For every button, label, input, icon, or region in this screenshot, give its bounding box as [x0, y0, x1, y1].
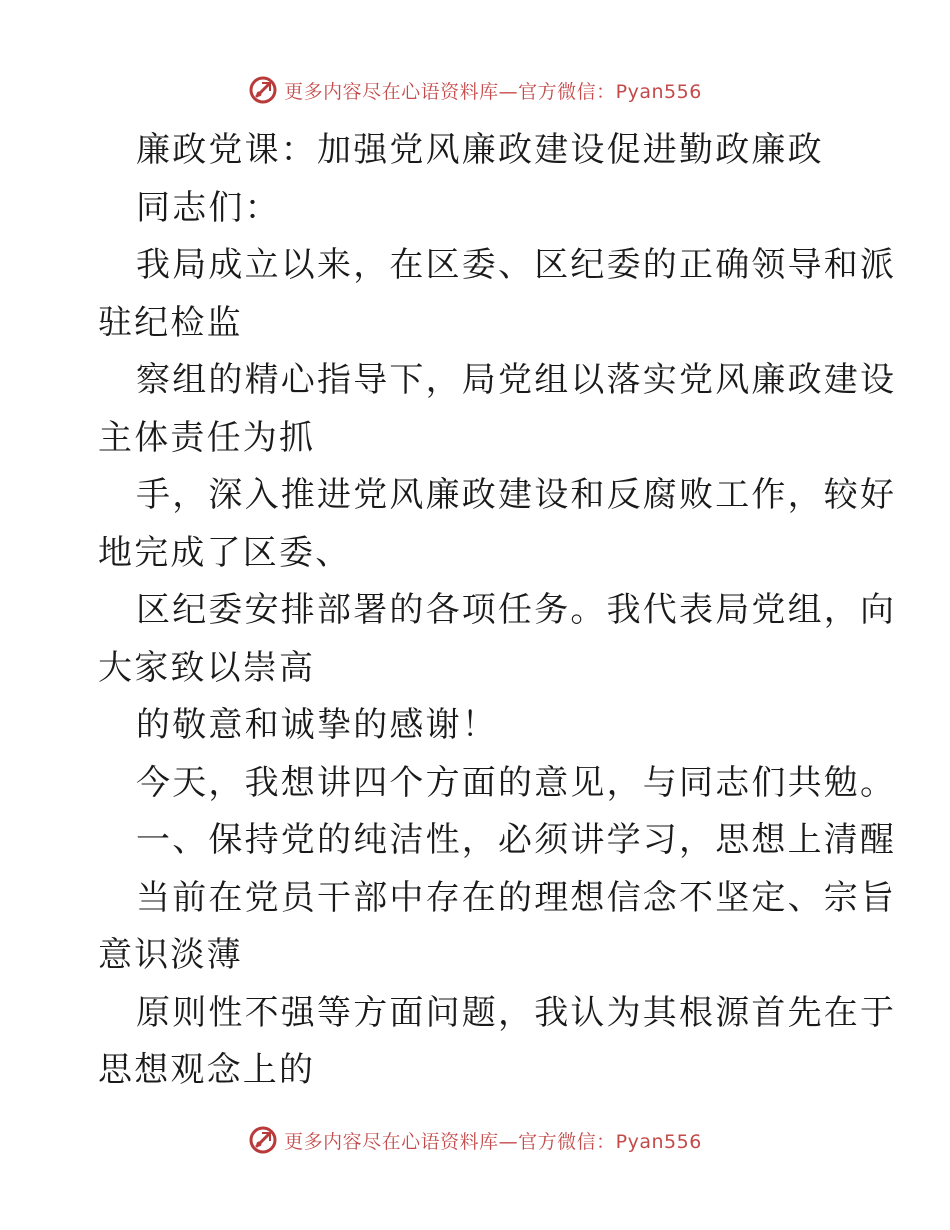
paragraph-line: 驻纪检监	[98, 302, 243, 343]
document-title: 廉政党课：加强党风廉政建设促进勤政廉政	[136, 130, 824, 170]
paragraph-line: 今天，我想讲四个方面的意见，与同志们共勉。	[136, 762, 897, 803]
logo-icon	[248, 75, 278, 105]
paragraph-line: 手，深入推进党风廉政建设和反腐败工作，较好	[136, 475, 897, 515]
paragraph-line: 地完成了区委、	[98, 532, 352, 573]
logo-icon	[248, 1125, 278, 1155]
paragraph-line: 原则性不强等方面问题，我认为其根源首先在于	[136, 992, 897, 1033]
paragraph-line: 意识淡薄	[98, 935, 243, 975]
section-heading: 一、保持党的纯洁性，必须讲学习，思想上清醒	[136, 820, 897, 860]
paragraph-line: 主体责任为抓	[98, 417, 316, 458]
paragraph-line: 区纪委安排部署的各项任务。我代表局党组，向	[136, 590, 897, 630]
header-watermark-banner	[0, 70, 950, 110]
paragraph-line: 我局成立以来，在区委、区纪委的正确领导和派	[136, 245, 897, 285]
paragraph-line: 大家致以崇高	[98, 647, 316, 688]
paragraph-line: 察组的精心指导下，局党组以落实党风廉政建设	[136, 360, 897, 400]
salutation: 同志们：	[136, 187, 281, 228]
paragraph-line: 当前在党员干部中存在的理想信念不坚定、宗旨	[136, 877, 897, 918]
paragraph-line: 思想观念上的	[98, 1050, 316, 1090]
footer-banner-text: 更多内容尽在心语资料库—官方微信：Pyan556	[284, 1130, 702, 1153]
header-banner-text: 更多内容尽在心语资料库—官方微信：Pyan556	[284, 80, 702, 103]
paragraph-line: 的敬意和诚挚的感谢！	[136, 705, 498, 745]
footer-watermark-banner	[0, 1120, 950, 1160]
document-body	[98, 122, 897, 1100]
